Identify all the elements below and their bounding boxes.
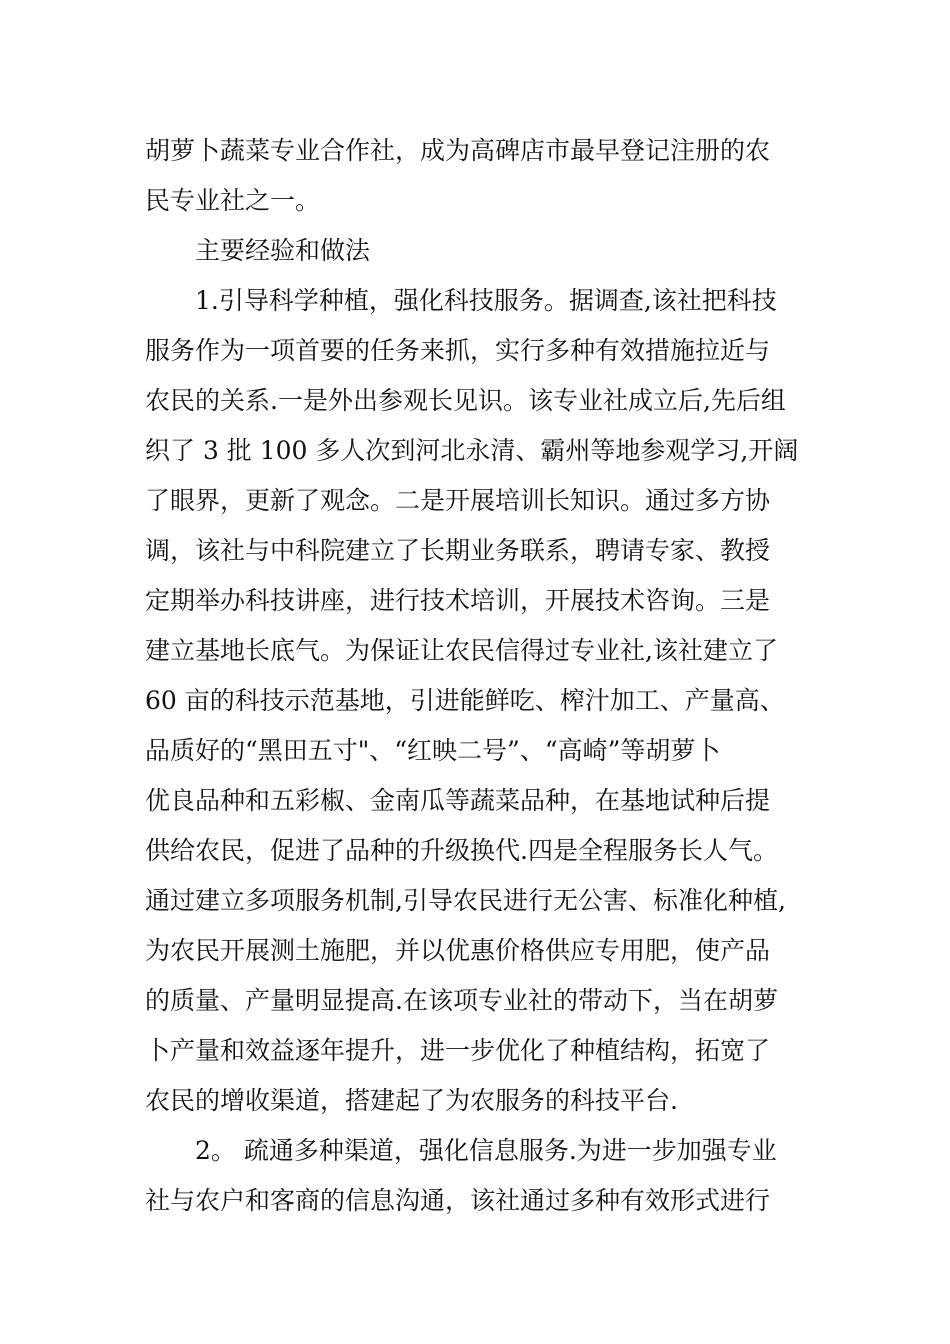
text-line: 社与农户和客商的信息沟通，该社通过多种有效形式进行 bbox=[145, 1186, 771, 1215]
document-body bbox=[145, 126, 810, 1226]
text-line: 农民的关系.一是外出参观长见识。该专业社成立后,先后组 bbox=[145, 386, 786, 415]
text-line: 为农民开展测土施肥，并以优惠价格供应专用肥，使产品 bbox=[145, 936, 771, 965]
text-line: 1.引导科学种植，强化科技服务。据调查,该社把科技 bbox=[195, 286, 777, 315]
text-line: 织了 3 批 100 多人次到河北永清、霸州等地参观学习,开阔 bbox=[145, 436, 799, 465]
text-line: 供给农民，促进了品种的升级换代.四是全程服务长人气。 bbox=[145, 836, 778, 865]
text-line: 卜产量和效益逐年提升，进一步优化了种植结构，拓宽了 bbox=[145, 1036, 771, 1065]
text-line: 了眼界，更新了观念。二是开展培训长知识。通过多方协 bbox=[145, 486, 771, 515]
text-line: 通过建立多项服务机制,引导农民进行无公害、标准化种植, bbox=[145, 886, 786, 915]
text-line: 2。 疏通多种渠道，强化信息服务.为进一步加强专业 bbox=[195, 1136, 777, 1165]
text-line: 的质量、产量明显提高.在该项专业社的带动下，当在胡萝 bbox=[145, 986, 778, 1015]
text-line: 定期举办科技讲座，进行技术培训，开展技术咨询。三是 bbox=[145, 586, 771, 615]
text-line: 农民的增收渠道，搭建起了为农服务的科技平台. bbox=[145, 1086, 678, 1115]
text-line: 建立基地长底气。为保证让农民信得过专业社,该社建立了 bbox=[145, 636, 778, 665]
text-line: 60 亩的科技示范基地，引进能鲜吃、榨汁加工、产量高、 bbox=[145, 686, 785, 715]
text-line: 优良品种和五彩椒、金南瓜等蔬菜品种，在基地试种后提 bbox=[145, 786, 771, 815]
text-line: 服务作为一项首要的任务来抓，实行多种有效措施拉近与 bbox=[145, 336, 771, 365]
text-line: 品质好的“黑田五寸"、“红映二号”、“高崎”等胡萝卜 bbox=[145, 736, 721, 765]
text-line: 民专业社之一。 bbox=[145, 186, 321, 215]
text-line: 调，该社与中科院建立了长期业务联系，聘请专家、教授 bbox=[145, 536, 771, 565]
section-heading: 主要经验和做法 bbox=[195, 236, 371, 265]
text-line: 胡萝卜蔬菜专业合作社，成为高碑店市最早登记注册的农 bbox=[145, 136, 771, 165]
